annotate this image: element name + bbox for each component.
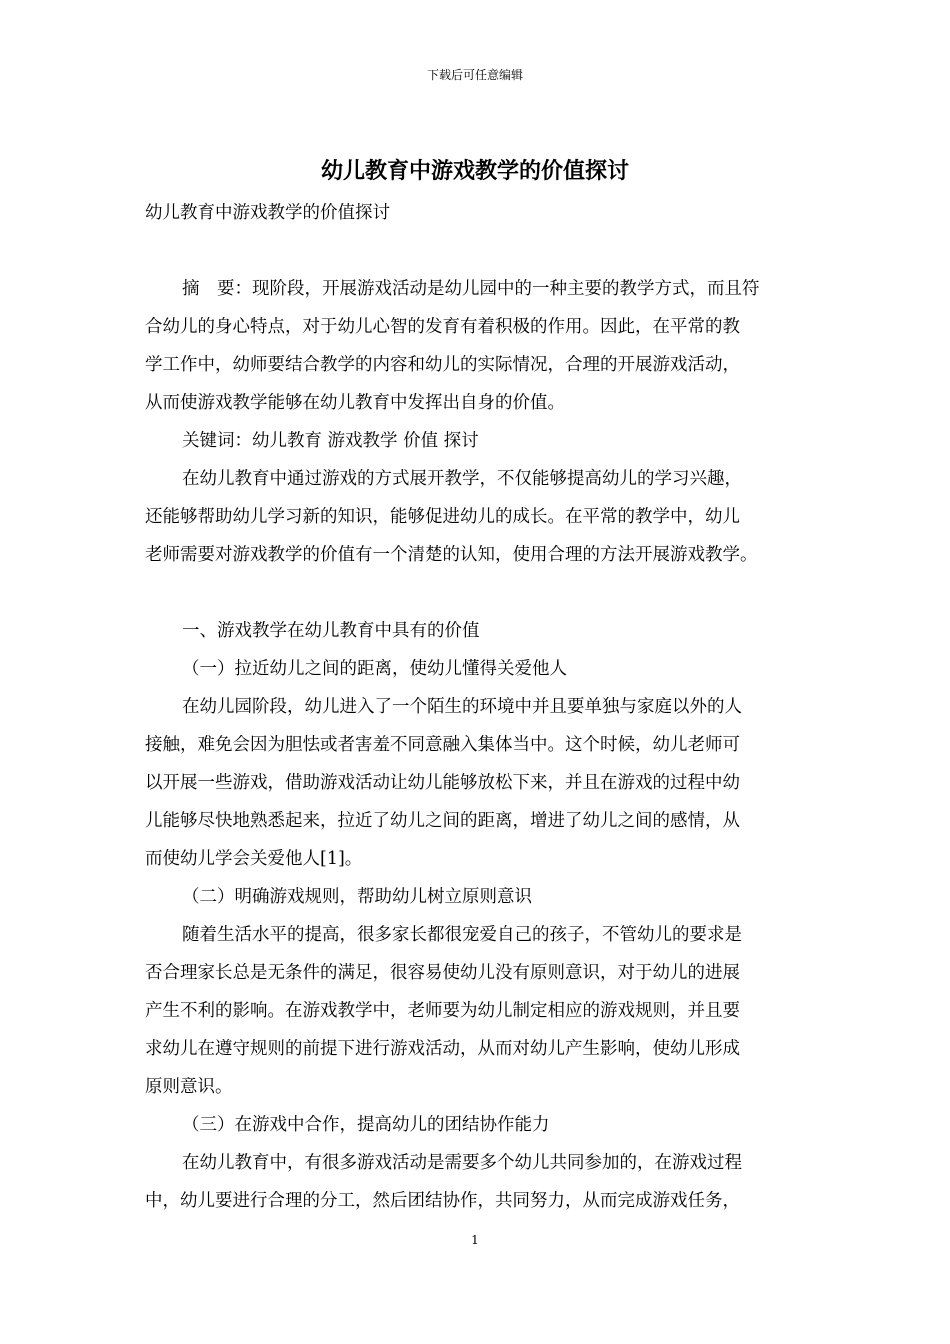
paragraph-line: 原则意识。 (145, 1077, 233, 1097)
paragraph-line: 而使幼儿学会关爱他人[1]。 (145, 849, 363, 869)
subsection-heading: （二）明确游戏规则，帮助幼儿树立原则意识 (182, 887, 532, 907)
intro-line: 在幼儿教育中通过游戏的方式展开教学，不仅能够提高幼儿的学习兴趣， (182, 469, 742, 489)
paragraph-line: 以开展一些游戏，借助游戏活动让幼儿能够放松下来，并且在游戏的过程中幼 (145, 773, 740, 793)
intro-line: 老师需要对游戏教学的价值有一个清楚的认知，使用合理的方法开展游戏教学。 (145, 545, 758, 565)
keywords: 关键词：幼儿教育 游戏教学 价值 探讨 (182, 431, 479, 451)
paragraph-line: 中，幼儿要进行合理的分工，然后团结协作，共同努力，从而完成游戏任务， (145, 1191, 740, 1211)
abstract-line: 学工作中，幼师要结合教学的内容和幼儿的实际情况，合理的开展游戏活动， (145, 355, 740, 375)
document-body (145, 194, 815, 1220)
document-title: 幼儿教育中游戏教学的价值探讨 (320, 158, 629, 184)
subsection-heading: （一）拉近幼儿之间的距离，使幼儿懂得关爱他人 (182, 659, 567, 679)
page-header: 下载后可任意编辑 (426, 68, 523, 82)
paragraph-line: 否合理家长总是无条件的满足，很容易使幼儿没有原则意识，对于幼儿的进展 (145, 963, 740, 983)
paragraph-line: 儿能够尽快地熟悉起来，拉近了幼儿之间的距离，增进了幼儿之间的感情，从 (145, 811, 740, 831)
paragraph-line: 接触，难免会因为胆怯或者害羞不同意融入集体当中。这个时候，幼儿老师可 (145, 735, 740, 755)
subtitle: 幼儿教育中游戏教学的价值探讨 (145, 203, 390, 223)
paragraph-line: 产生不利的影响。在游戏教学中，老师要为幼儿制定相应的游戏规则，并且要 (145, 1001, 740, 1021)
abstract-line: 摘 要：现阶段，开展游戏活动是幼儿园中的一种主要的教学方式，而且符 (182, 279, 760, 299)
page-number: 1 (471, 1233, 479, 1247)
paragraph-line: 求幼儿在遵守规则的前提下进行游戏活动，从而对幼儿产生影响，使幼儿形成 (145, 1039, 740, 1059)
section-heading: 一、游戏教学在幼儿教育中具有的价值 (182, 621, 480, 641)
abstract-line: 从而使游戏教学能够在幼儿教育中发挥出自身的价值。 (145, 393, 565, 413)
intro-line: 还能够帮助幼儿学习新的知识，能够促进幼儿的成长。在平常的教学中，幼儿 (145, 507, 740, 527)
subsection-heading: （三）在游戏中合作，提高幼儿的团结协作能力 (182, 1115, 550, 1135)
paragraph-line: 随着生活水平的提高，很多家长都很宠爱自己的孩子，不管幼儿的要求是 (182, 925, 742, 945)
abstract-line: 合幼儿的身心特点，对于幼儿心智的发育有着积极的作用。因此，在平常的教 (145, 317, 740, 337)
paragraph-line: 在幼儿教育中，有很多游戏活动是需要多个幼儿共同参加的，在游戏过程 (182, 1153, 742, 1173)
paragraph-line: 在幼儿园阶段，幼儿进入了一个陌生的环境中并且要单独与家庭以外的人 (182, 697, 742, 717)
